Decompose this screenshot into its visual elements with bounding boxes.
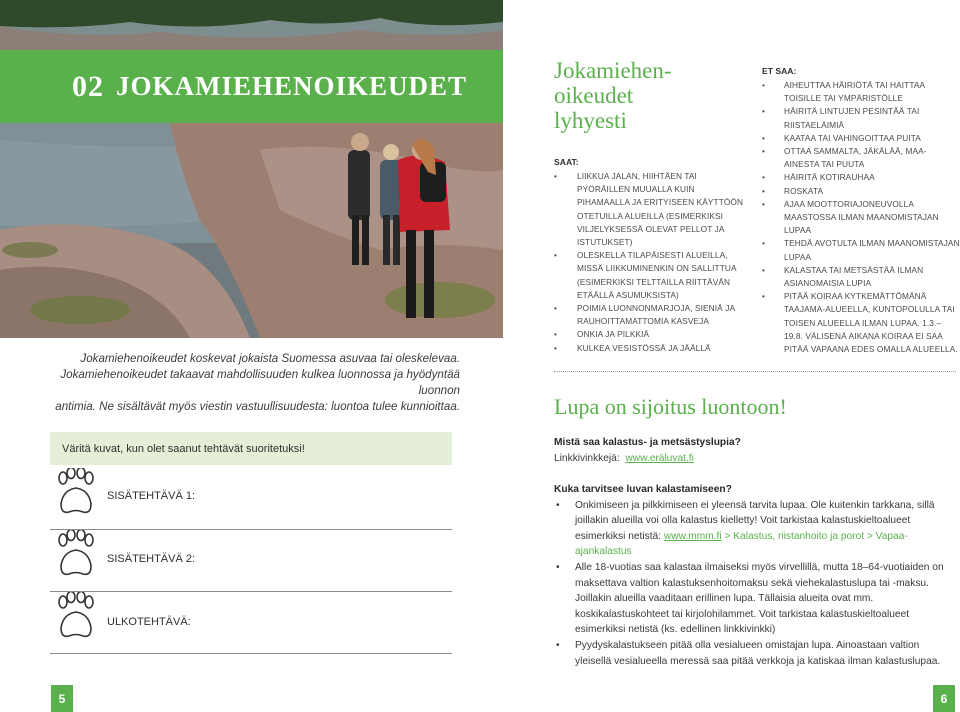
task-label: SISÄTEHTÄVÄ 2: (107, 553, 196, 565)
saat-heading: SAAT: (554, 157, 579, 167)
right-page-title (554, 58, 744, 133)
list-item: • LIIKKUA JALAN, HIIHTÄEN TAI PYÖRÄILLEN MUUALLA KUIN PIHAMAALLA JA ERITYISEEN KÄYTTÖÖN OTETUILLA ALUEILLA (ESIMERKIKSI VILJELYKSESSÄ OLEVAT PELLOT JA ISTUTUKSET) (554, 170, 744, 249)
list-item: • POIMIA LUONNONMARJOJA, SIENIÄ JA RAUHOITTAMATTOMIA KASVEJA (554, 302, 744, 328)
list-item: • KAATAA TAI VAHINGOITTAA PUITA (762, 132, 960, 145)
question-block-2 (554, 482, 954, 669)
list-item: • OTTAA SAMMALTA, JÄKÄLÄÄ, MAA-AINESTA TAI PUUTA (762, 145, 960, 171)
list-item: • HÄIRITÄ LINTUJEN PESINTÄÄ TAI RIISTAELÄIMIÄ (762, 105, 960, 131)
saat-column (554, 157, 744, 355)
paw-print-icon[interactable] (55, 530, 97, 578)
intro-line: antimia. Ne sisältävät myös viestin vastuullisuudesta: luontoa tulee kunnioittaa. (55, 400, 460, 413)
answer-text: Onkimiseen ja pilkkimiseen ei yleensä tarvita lupaa. Ole kuitenkin tarkkana, sillä joillakin alueilla voi olla kalastus kielletty! Voit tarkistaa kalastuskieltoalueet esimerkiksi netistä: (575, 499, 935, 542)
list-item: • PITÄÄ KOIRAA KYTKEMÄTTÖMÄNÄ TAAJAMA-ALUEELLA, KUNTOPOLULLA TAI TOISEN ALUEELLA ILMAN LUPAA. 1.3.–19.8. VÄLISENÄ AIKANA KOIRAA EI SAA PITÄÄ VAPAANA EDES OMALLA ALUEELLA. (762, 290, 960, 356)
title-line: lyhyesti (554, 108, 627, 133)
section-divider (554, 371, 956, 372)
page-number-left: 5 (51, 685, 73, 712)
intro-text (40, 351, 460, 415)
intro-line: Jokamiehenoikeudet takaavat mahdollisuuden kulkea luonnossa ja hyödyntää luonnon (60, 368, 460, 397)
link-path: > Kalastus, riistanhoito ja porot > Vapaa-ajankalastus (575, 530, 908, 558)
list-item: • OLESKELLA TILAPÄISESTI ALUEILLA, MISSÄ LIIKKUMINENKIN ON SALLITTUA (ESIMERKIKSI TELTTAILLA RIITTÄVÄN ETÄÄLLÄ ASUMUKSISTA) (554, 249, 744, 302)
intro-line: Jokamiehenoikeudet koskevat jokaista Suomessa asuvaa tai oleskelevaa. (80, 352, 460, 365)
list-item: • HÄIRITÄ KOTIRAUHAA (762, 171, 960, 184)
question-block-1 (554, 435, 954, 466)
list-item: • Pyydyskalastukseen pitää olla vesialueen omistajan lupa. Ainoastaan valtion yleisellä vesialueella meressä saa pitää verkkoja ja katiskaa ilman kalastuslupaa. (554, 638, 954, 669)
task-instruction: Väritä kuvat, kun olet saanut tehtävät suoritetuksi! (50, 432, 452, 465)
list-item (554, 498, 954, 560)
link-tip-label: Linkkivinkkejä: (554, 452, 620, 464)
list-item: • AIHEUTTAA HÄIRIÖTÄ TAI HAITTAA TOISILLE TAI YMPÄRISTÖLLE (762, 79, 960, 105)
list-item: • KULKEA VESISTÖSSÄ JA JÄÄLLÄ (554, 342, 744, 355)
question-text: Kuka tarvitsee luvan kalastamiseen? (554, 484, 732, 495)
lupa-heading: Lupa on sijoitus luontoon! (554, 394, 787, 419)
paw-print-icon[interactable] (55, 592, 97, 640)
list-item: • KALASTAA TAI METSÄSTÄÄ ILMAN ASIANOMAISIA LUPIA (762, 264, 960, 290)
title-line: oikeudet (554, 83, 634, 108)
chapter-number: 02 (72, 69, 104, 103)
task-row (50, 530, 452, 592)
title-line: Jokamiehen- (554, 58, 672, 83)
mmm-link[interactable]: www.mmm.fi (663, 530, 722, 542)
task-row (50, 468, 452, 530)
task-label: ULKOTEHTÄVÄ: (107, 616, 191, 628)
list-item: • Alle 18-vuotias saa kalastaa ilmaiseksi myös virvellillä, mutta 18–64-vuotiaiden on maksettava valtion kalastuksenhoitomaksu sekä viehekalastuslupa tai -maksu. Joillakin alueilla vaaditaan erillinen lupa. Tällaisia alueita ovat mm. koskikalastuskohteet tai kirjolohilammet. Voit tarkistaa kalastuskieltoalueet esimerkiksi netistä (ks. edellinen linkkivinkki) (554, 560, 954, 638)
list-item: • AJAA MOOTTORIAJONEUVOLLA MAASTOSSA ILMAN MAANOMISTAJAN LUPAA (762, 198, 960, 238)
et-saa-heading: ET SAA: (762, 66, 797, 76)
task-row (50, 592, 452, 654)
eraluvat-link[interactable]: www.eräluvat.fi (625, 452, 694, 464)
paw-print-icon[interactable] (55, 468, 97, 516)
list-item: • ONKIA JA PILKKIÄ (554, 328, 744, 341)
chapter-title: JOKAMIEHENOIKEUDET (116, 71, 468, 101)
task-label: SISÄTEHTÄVÄ 1: (107, 490, 196, 502)
chapter-banner (0, 50, 503, 123)
page-number-right: 6 (933, 685, 955, 712)
et-saa-column (762, 66, 960, 356)
list-item: • TEHDÄ AVOTULTA ILMAN MAANOMISTAJAN LUPAA (762, 237, 960, 263)
list-item: • ROSKATA (762, 185, 960, 198)
question-text: Mistä saa kalastus- ja metsästyslupia? (554, 437, 741, 448)
link-tip (554, 451, 954, 467)
